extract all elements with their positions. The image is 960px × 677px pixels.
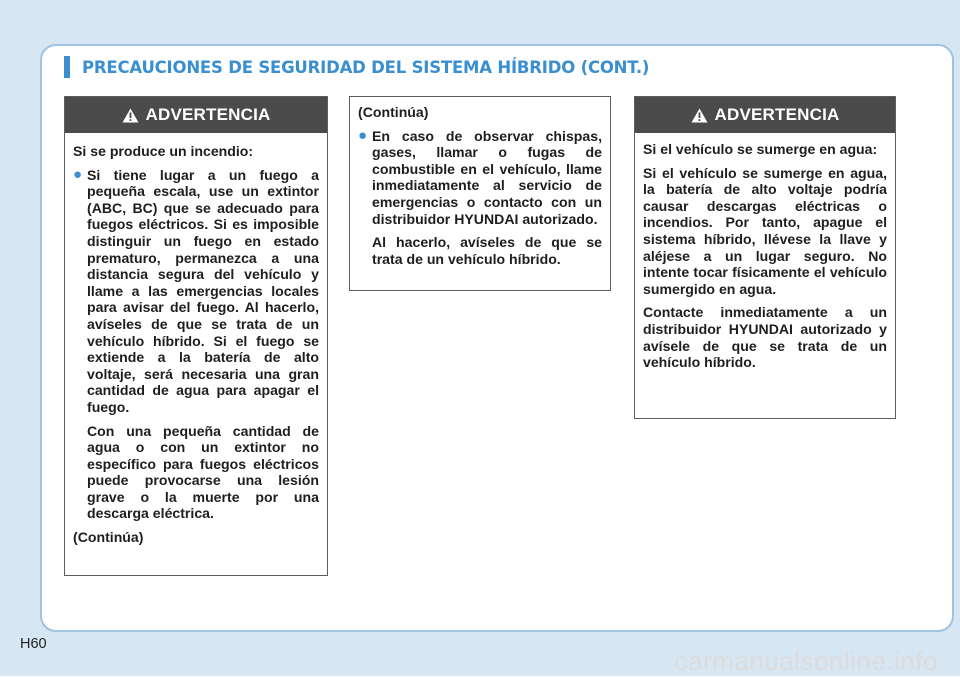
- warning-header: [65, 97, 327, 133]
- continued-box: [349, 96, 611, 291]
- fire-para2: Con una pequeña cantidad de agua o con un extintor no específico para fuegos eléctricos puede provocarse una lesión grave o la muerte por una descarga eléctrica.: [87, 422, 319, 522]
- warning-box-submerged: [634, 96, 896, 419]
- fire-bullet: [73, 167, 319, 416]
- warning-title: ADVERTENCIA: [714, 105, 840, 124]
- continued-body: [350, 97, 610, 267]
- sparks-bullet: [358, 128, 602, 228]
- bullet-dot-icon: ●: [73, 165, 83, 183]
- warning-body: [635, 133, 895, 371]
- page-number: H60: [20, 636, 47, 652]
- warning-title: ADVERTENCIA: [145, 105, 271, 124]
- watermark: carmanualsonline.info: [674, 646, 938, 676]
- submerged-intro: Si el vehículo se sumerge en agua:: [643, 141, 878, 157]
- section-title: PRECAUCIONES DE SEGURIDAD DEL SISTEMA HÍBRIDO (CONT.): [82, 57, 650, 77]
- warning-triangle-icon: [691, 108, 708, 123]
- submerged-para2: Contacte inmediatamente a un distribuidor HYUNDAI autorizado y avísele de que se trata de un vehículo híbrido.: [643, 304, 887, 371]
- submerged-para1: Si el vehículo se sumerge en agua, la batería de alto voltaje podría causar descargas eléctricas o incendios. Por tanto, apague el sistema híbrido, llévese la llave y aléjese a un lugar seguro. No intente tocar físicamente el vehículo sumergido en agua.: [643, 164, 887, 297]
- sparks-para2: Al hacerlo, avíseles de que se trata de un vehículo híbrido.: [372, 234, 602, 267]
- warning-box-fire: [64, 96, 328, 576]
- bullet-dot-icon: ●: [358, 126, 368, 144]
- warning-triangle-icon: [122, 108, 139, 123]
- warning-body: [65, 133, 327, 546]
- continued-label: (Continúa): [73, 529, 144, 546]
- continued-heading: (Continúa): [358, 104, 429, 120]
- fire-bullet-text: Si tiene lugar a un fuego a pequeña escala, use un extintor (ABC, BC) que se adecuado para fuegos eléctricos. Si es imposible distinguir un fuego en estado prematuro, permanezca a una distancia segura del vehículo y llame a las emergencias locales para avisar del fuego. Al hacerlo, avíseles de que se trata de un vehículo híbrido. Si el fuego se extiende a la batería de alto voltaje, será necesaria una gran cantidad de agua para apagar el fuego.: [87, 166, 319, 415]
- fire-intro: Si se produce un incendio:: [73, 143, 254, 159]
- header-accent-bar: [64, 56, 70, 78]
- section-header: [64, 56, 649, 78]
- sparks-bullet-text: En caso de observar chispas, gases, llamar o fugas de combustible en el vehículo, llame inmediatamente al servicio de emergencias o contacto con un distribuidor HYUNDAI autorizado.: [372, 127, 602, 227]
- warning-header: [635, 97, 895, 133]
